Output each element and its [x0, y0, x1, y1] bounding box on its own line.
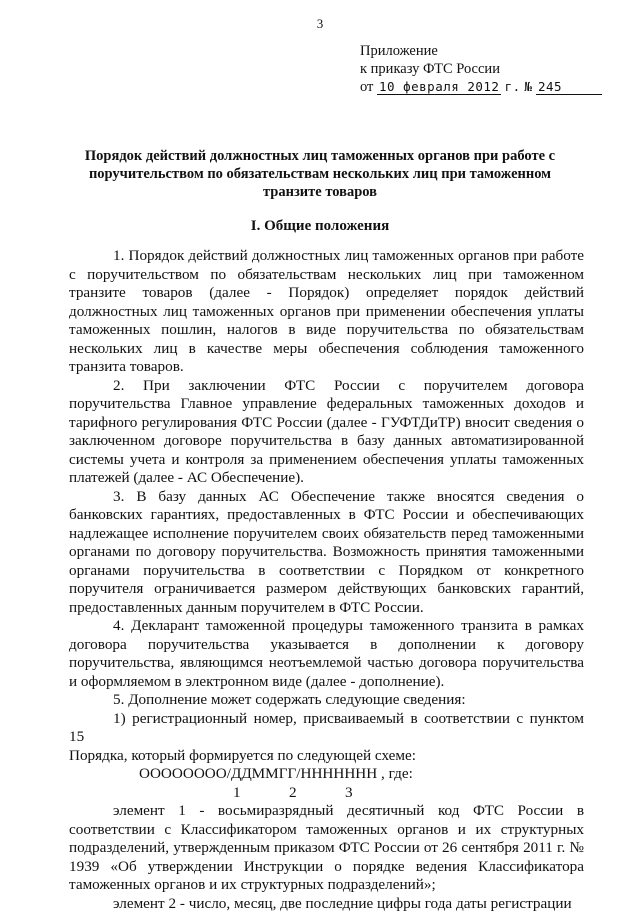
- annex-from-label: от: [360, 79, 373, 95]
- element-1-description: элемент 1 - восьмиразрядный десятичный код ФТС России в соответствии с Классификатором таможенных органов и их структурных подразделений, утвержденным приказом ФТС России от 26 сентября 2011 г. № 1939 «Об утверждении Инструкции о порядке ведения Классификатора таможенных органов и их структурных подразделений»;: [69, 802, 584, 895]
- annex-order-number: 245: [536, 80, 602, 95]
- scheme-element-numbers: [69, 784, 584, 803]
- page-number: 3: [0, 16, 640, 32]
- scheme-number-3: 3: [301, 784, 357, 803]
- document-title: Порядок действий должностных лиц таможенных органов при работе с поручительством по обязательствам нескольких лиц при таможенном транзите товаров: [70, 147, 570, 201]
- paragraph-6-end: Порядка, который формируется по следующей схеме:: [69, 747, 584, 766]
- paragraph-6-start: 1) регистрационный номер, присваиваемый в соответствии с пунктом 15: [69, 710, 584, 747]
- paragraph-5: 5. Дополнение может содержать следующие сведения:: [69, 691, 584, 710]
- annex-order-date-line: [360, 78, 602, 96]
- paragraph-3: 3. В базу данных АС Обеспечение также вносятся сведения о банковских гарантиях, предоставленных в ФТС России и обеспечивающих надлежащее исполнение поручителем своих обязательств перед таможенными органами по договору поручительства. Возможность принятия таможенными органами поручительства в соответствии с Порядком от конкретного поручителя ограничивается размером действующих банковских гарантий, предоставленных данным поручителем в ФТС России.: [69, 488, 584, 618]
- registration-number-scheme: ОООООООО/ДДММГГ/ННННННН , где:: [69, 765, 584, 784]
- annex-block: [360, 42, 602, 96]
- document-body: [69, 247, 584, 913]
- paragraph-4: 4. Декларант таможенной процедуры таможенного транзита в рамках договора поручительства указывается в дополнении к договору поручительства, являющимся неотъемлемой частью договора поручительства и оформляемом в электронном виде (далее - дополнение).: [69, 617, 584, 691]
- annex-order-date: 10 февраля 2012: [377, 80, 501, 95]
- scheme-number-2: 2: [245, 784, 301, 803]
- annex-year-suffix: г.: [505, 79, 521, 94]
- element-2-description: элемент 2 - число, месяц, две последние цифры года даты регистрации: [69, 895, 584, 913]
- section-heading: I. Общие положения: [0, 218, 640, 235]
- annex-label: Приложение: [360, 42, 602, 60]
- annex-number-sign: №: [524, 79, 532, 94]
- paragraph-1: 1. Порядок действий должностных лиц таможенных органов при работе с поручительством по обязательствам нескольких лиц при таможенном транзите товаров (далее - Порядок) определяет порядок действий должностных лиц таможенных органов при применении обеспечения уплаты таможенных пошлин, налогов в виде поручительства по обязательствам нескольких лиц в качестве меры обеспечения соблюдения таможенного транзита товаров.: [69, 247, 584, 377]
- scheme-number-1: 1: [189, 784, 245, 803]
- annex-order-reference: к приказу ФТС России: [360, 60, 602, 78]
- paragraph-2: 2. При заключении ФТС России с поручителем договора поручительства Главное управление федеральных таможенных доходов и тарифного регулирования ФТС России (далее - ГУФТДиТР) вносит сведения о заключенном договоре поручительства в базу данных автоматизированной системы учета и контроля за применением обеспечения уплаты таможенных платежей (далее - АС Обеспечение).: [69, 377, 584, 488]
